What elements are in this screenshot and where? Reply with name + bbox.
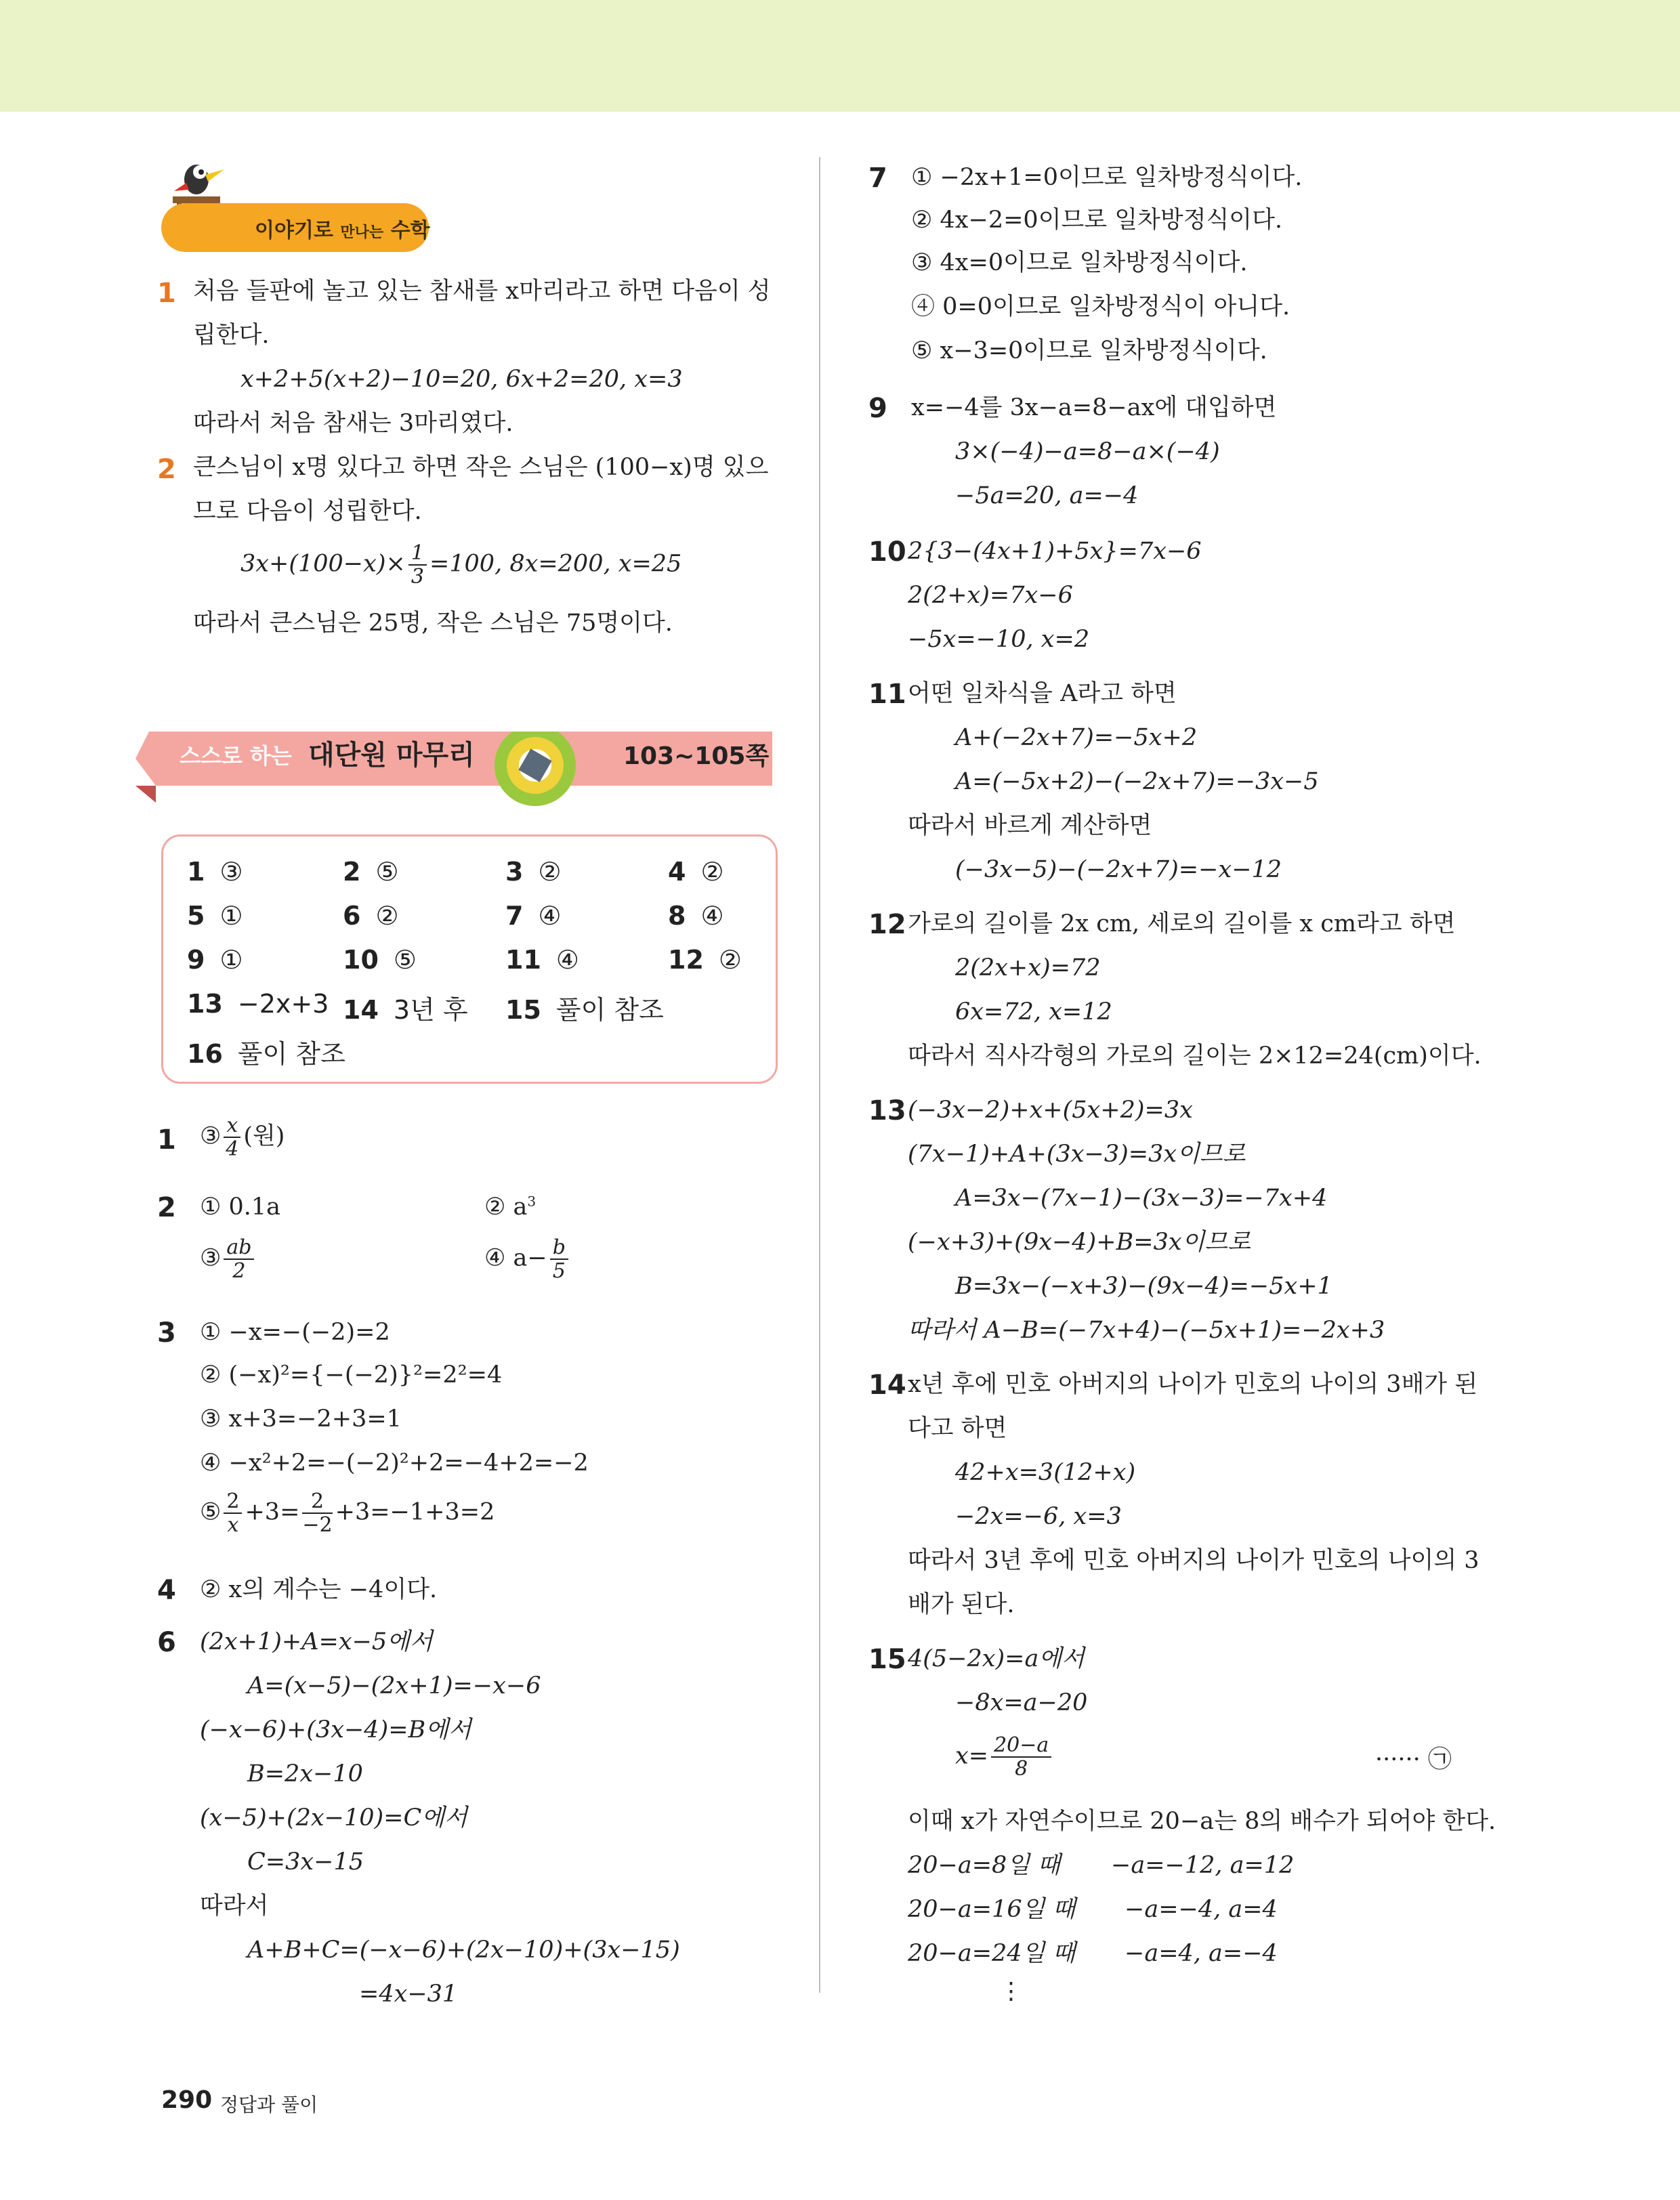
sol-15-line1: 4(5−2x)=a에서: [908, 1645, 1085, 1672]
footer-label: 정답과 풀이: [220, 2094, 318, 2116]
sol-15-case3-result: −a=4, a=−4: [1125, 1940, 1278, 1967]
sol-12-line4: 따라서 직사각형의 가로의 길이는 2×12=24(cm)이다.: [908, 1042, 1482, 1070]
sol-2-item3: ③ $\frac{ab}{2}$: [200, 1236, 257, 1282]
sol-15-dots: ⋮: [999, 1978, 1023, 2005]
sol-13-line6: 따라서 A−B=(−7x+4)−(−5x+1)=−2x+3: [908, 1317, 1385, 1344]
sol-10-line1: 2{3−(4x+1)+5x}=7x−6: [908, 538, 1202, 565]
answer-item: 1 ③: [187, 857, 243, 887]
section-pre: 스스로 하는: [180, 743, 292, 769]
sol-15-line3: x= $\frac{20-a}{8}$: [955, 1734, 1054, 1780]
sol-11-line2: A+(−2x+7)=−5x+2: [955, 724, 1198, 751]
sol-2-item4: ④ a− $\frac{b}{5}$: [484, 1236, 571, 1282]
sol-13-line4: (−x+3)+(9x−4)+B=3x이므로: [908, 1229, 1251, 1256]
sol-6-line4: B=2x−10: [247, 1760, 363, 1788]
sol-15-case2: 20−a=16일 때: [908, 1896, 1076, 1923]
sol-6-line3: (−x−6)+(3x−4)=B에서: [200, 1716, 471, 1743]
sol-4-line: ② x의 계수는 −4이다.: [200, 1576, 438, 1603]
sol-3-number: 3: [157, 1317, 176, 1349]
story-q1-line1: 처음 들판에 놀고 있는 참새를 x마리라고 하면 다음이 성: [193, 278, 771, 305]
answer-item: 15 풀이 참조: [505, 995, 664, 1025]
sol-11-number: 11: [868, 679, 906, 710]
answer-item: 8 ④: [668, 901, 724, 931]
sol-13-line2: (7x−1)+A+(3x−3)=3x이므로: [908, 1141, 1246, 1168]
sol-15-case3: 20−a=24일 때: [908, 1940, 1076, 1967]
page-number: 290: [161, 2086, 213, 2114]
answer-item: 2 ⑤: [343, 857, 399, 887]
sol-12-line1: 가로의 길이를 2x cm, 세로의 길이를 x cm라고 하면: [908, 910, 1456, 937]
sol-7-line3: ③ 4x=0이므로 일차방정식이다.: [911, 249, 1248, 276]
answer-item: 13 −2x+3: [187, 989, 329, 1019]
answer-item: 6 ②: [343, 901, 399, 931]
column-divider: [819, 157, 820, 1993]
answer-item: 14 3년 후: [343, 995, 468, 1025]
sol-14-number: 14: [868, 1370, 906, 1401]
story-badge: 이야기로 만나는 수학: [161, 203, 429, 252]
sol-3-item3: ③ x+3=−2+3=1: [200, 1405, 402, 1433]
sol-11-line5: (−3x−5)−(−2x+7)=−x−12: [955, 856, 1282, 883]
sol-14-line4: −2x=−6, x=3: [955, 1503, 1122, 1530]
story-q1-line4: 따라서 처음 참새는 3마리였다.: [193, 410, 513, 437]
sol-15-case1-result: −a=−12, a=12: [1111, 1852, 1295, 1879]
sol-14-line1: x년 후에 민호 아버지의 나이가 민호의 나이의 3배가 된: [908, 1371, 1478, 1398]
sol-6-line9: =4x−31: [359, 1981, 458, 2008]
section-pages: 103~105쪽: [623, 742, 770, 770]
sol-6-line5: (x−5)+(2x−10)=C에서: [200, 1804, 467, 1832]
sol-9-number: 9: [868, 393, 887, 424]
answer-item: 3 ②: [505, 857, 562, 887]
sol-10-line2: 2(2+x)=7x−6: [908, 582, 1073, 609]
sol-3-item2: ② (−x)²={−(−2)}²=2²=4: [200, 1361, 503, 1389]
sol-15-mark: ······ ㉠: [1375, 1746, 1452, 1773]
sol-7-number: 7: [868, 163, 887, 194]
sol-2-item2: ② $a^3$: [484, 1193, 537, 1221]
sol-13-line5: B=3x−(−x+3)−(9x−4)=−5x+1: [955, 1273, 1332, 1300]
story-q2-equation: 3x+(100−x)× $\frac{1}{3}$ =100, 8x=200, x=25: [240, 541, 682, 589]
sol-2-item1: ① 0.1a: [200, 1193, 281, 1221]
section-title: 대단원 마무리: [308, 740, 475, 771]
sol-13-number: 13: [868, 1095, 906, 1126]
sol-7-line2: ② 4x−2=0이므로 일차방정식이다.: [911, 207, 1283, 234]
sol-4-number: 4: [157, 1575, 176, 1606]
sol-6-line8: A+B+C=(−x−6)+(2x−10)+(3x−15): [247, 1937, 680, 1964]
answer-item: 5 ①: [187, 901, 243, 931]
sol-1-number: 1: [157, 1124, 176, 1156]
sol-11-line4: 따라서 바르게 계산하면: [908, 812, 1152, 839]
header-band: [0, 0, 1680, 112]
answer-item: 12 ②: [668, 945, 742, 975]
sol-14-line6: 배가 된다.: [908, 1591, 1015, 1618]
sol-15-case2-result: −a=−4, a=4: [1125, 1896, 1278, 1923]
sol-7-line1: ① −2x+1=0이므로 일차방정식이다.: [911, 164, 1303, 191]
story-q1-equation: x+2+5(x+2)−10=20, 6x+2=20, x=3: [240, 366, 683, 393]
sol-7-line5: ⑤ x−3=0이므로 일차방정식이다.: [911, 337, 1267, 364]
sol-6-line2: A=(x−5)−(2x+1)=−x−6: [247, 1672, 541, 1699]
sol-15-line4: 이때 x가 자연수이므로 20−a는 8의 배수가 되어야 한다.: [908, 1808, 1496, 1835]
story-q2-line4: 따라서 큰스님은 25명, 작은 스님은 75명이다.: [193, 610, 673, 637]
sol-3-item1: ① −x=−(−2)=2: [200, 1319, 390, 1346]
sol-13-line3: A=3x−(7x−1)−(3x−3)=−7x+4: [955, 1185, 1328, 1212]
answer-item: 11 ④: [505, 945, 579, 975]
sol-12-number: 12: [868, 909, 906, 940]
answer-item: 10 ⑤: [343, 945, 417, 975]
sol-9-line3: −5a=20, a=−4: [955, 482, 1139, 509]
sol-14-line2: 다고 하면: [908, 1415, 1007, 1442]
sol-9-line2: 3×(−4)−a=8−a×(−4): [955, 438, 1220, 465]
sol-6-line7: 따라서: [200, 1892, 269, 1920]
answer-box: [161, 834, 778, 1084]
sol-6-line6: C=3x−15: [247, 1848, 364, 1876]
sol-14-line3: 42+x=3(12+x): [955, 1459, 1136, 1486]
sol-9-line1: x=−4를 3x−a=8−ax에 대입하면: [911, 394, 1277, 421]
answer-item: 7 ④: [505, 901, 562, 931]
sol-3-item4: ④ −x²+2=−(−2)²+2=−4+2=−2: [200, 1450, 589, 1477]
sol-14-line5: 따라서 3년 후에 민호 아버지의 나이가 민호의 나이의 3: [908, 1547, 1479, 1574]
story-q1-number: 1: [157, 278, 176, 309]
sol-6-line1: (2x+1)+A=x−5에서: [200, 1628, 433, 1655]
sol-15-line2: −8x=a−20: [955, 1689, 1088, 1716]
answer-item: 9 ①: [187, 945, 243, 975]
answer-item: 16 풀이 참조: [187, 1039, 345, 1069]
story-q2-line2: 므로 다음이 성립한다.: [193, 498, 422, 525]
sol-7-line4: ④ 0=0이므로 일차방정식이 아니다.: [911, 293, 1290, 320]
sol-12-line2: 2(2x+x)=72: [955, 954, 1101, 981]
sol-3-item5: ⑤ $\frac{2}{x}$ +3= $\frac{2}{-2}$ +3=−1+3=2: [200, 1489, 495, 1537]
sol-12-line3: 6x=72, x=12: [955, 998, 1112, 1025]
sol-10-line3: −5x=−10, x=2: [908, 626, 1090, 653]
sol-15-number: 15: [868, 1644, 906, 1675]
sol-6-number: 6: [157, 1627, 176, 1658]
sol-11-line3: A=(−5x+2)−(−2x+7)=−3x−5: [955, 768, 1319, 795]
story-q1-line2: 립한다.: [193, 322, 270, 349]
story-q2-line1: 큰스님이 x명 있다고 하면 작은 스님은 (100−x)명 있으: [193, 454, 769, 481]
sol-15-case1: 20−a=8일 때: [908, 1852, 1061, 1879]
answer-item: 4 ②: [668, 857, 724, 887]
story-q2-number: 2: [157, 454, 176, 485]
sol-11-line1: 어떤 일차식을 A라고 하면: [908, 680, 1177, 707]
sol-2-number: 2: [157, 1192, 176, 1223]
sol-10-number: 10: [868, 536, 906, 568]
sol-1-line: ③ $\frac{x}{4}$ (원): [200, 1114, 285, 1161]
sol-13-line1: (−3x−2)+x+(5x+2)=3x: [908, 1097, 1193, 1124]
